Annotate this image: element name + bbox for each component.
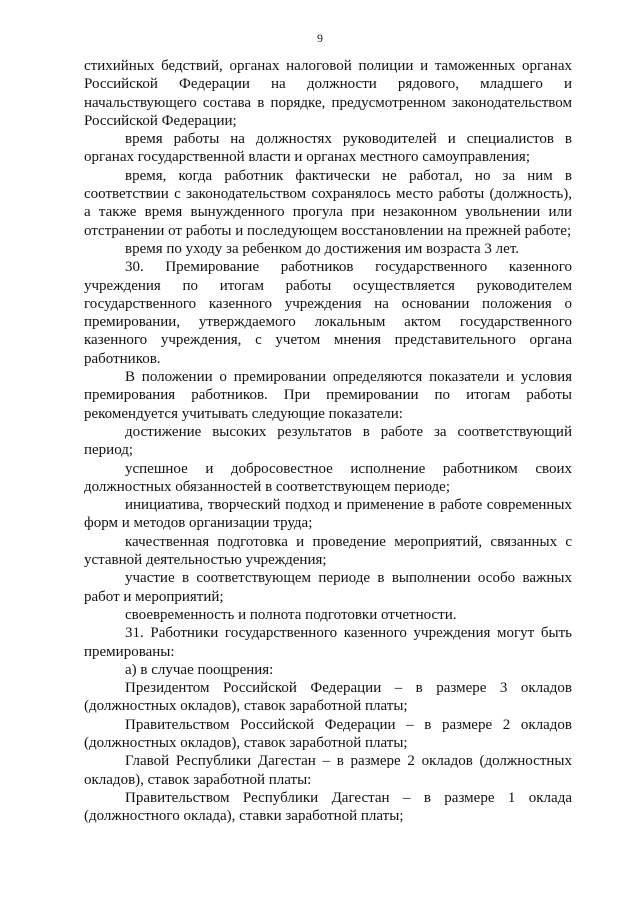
paragraph-item-31: 31. Работники государственного казенного учреждения могут быть премированы: [84, 625, 572, 660]
paragraph-item-30: 30. Премирование работников государственного казенного учреждения по итогам работы осуществляется руководителем государственного казенного учреждения на основании положения о премировании, утверждаемого локальным актом государственного казенного учреждения, с учетом мнения представительного органа работников. [84, 259, 572, 367]
paragraph-president: Президентом Российской Федерации – в размере 3 окладов (должностных окладов), ставок заработной платы; [84, 680, 572, 715]
paragraph-head-dagestan: Главой Республики Дагестан – в размере 2 окладов (должностных окладов), ставок заработной платы: [84, 753, 572, 788]
paragraph-high-results: достижение высоких результатов в работе за соответствующий период; [84, 423, 572, 459]
paragraph-management-positions: время работы на должностях руководителей и специалистов в органах государственной власти и органах местного самоуправления; [84, 131, 572, 166]
paragraph-events: качественная подготовка и проведение мероприятий, связанных с уставной деятельностью учреждения; [84, 533, 572, 569]
paragraph-retained-position: время, когда работник фактически не работал, но за ним в соответствии с законодательством сохранялось место работы (должность), а также время вынужденного прогула при незаконном увольнении или отстранении от работы и последующем восстановлении на прежней работе; [84, 167, 572, 239]
paragraph-rf-government: Правительством Российской Федерации – в размере 2 окладов (должностных окладов), ставок заработной платы; [84, 716, 572, 751]
paragraph-initiative: инициатива, творческий подход и применение в работе современных форм и методов организации труда; [84, 497, 572, 532]
paragraph-continuation: стихийных бедствий, органах налоговой полиции и таможенных органах Российской Федерации на должности рядового, младшего и начальствующего состава в порядке, предусмотренном законодательством Российской Федерации; [84, 58, 572, 129]
paragraph-bonus-indicators: В положении о премировании определяются показатели и условия премирования работников. При премировании по итогам работы рекомендуется учитывать следующие показатели: [84, 369, 572, 422]
document-body [84, 57, 572, 825]
paragraph-important-works: участие в соответствующем периоде в выполнении особо важных работ и мероприятий; [84, 570, 572, 605]
paragraph-childcare: время по уходу за ребенком до достижения им возраста 3 лет. [125, 240, 519, 257]
paragraph-government-dagestan: Правительством Республики Дагестан – в размере 1 оклада (должностного оклада), ставки заработной платы; [84, 789, 572, 825]
page-number: 9 [317, 31, 323, 45]
paragraph-reporting: своевременность и полнота подготовки отчетности. [125, 606, 457, 623]
paragraph-duties: успешное и добросовестное исполнение работником своих должностных обязанностей в соответствующем периоде; [84, 460, 572, 495]
paragraph-subitem-a: а) в случае поощрения: [125, 661, 274, 678]
